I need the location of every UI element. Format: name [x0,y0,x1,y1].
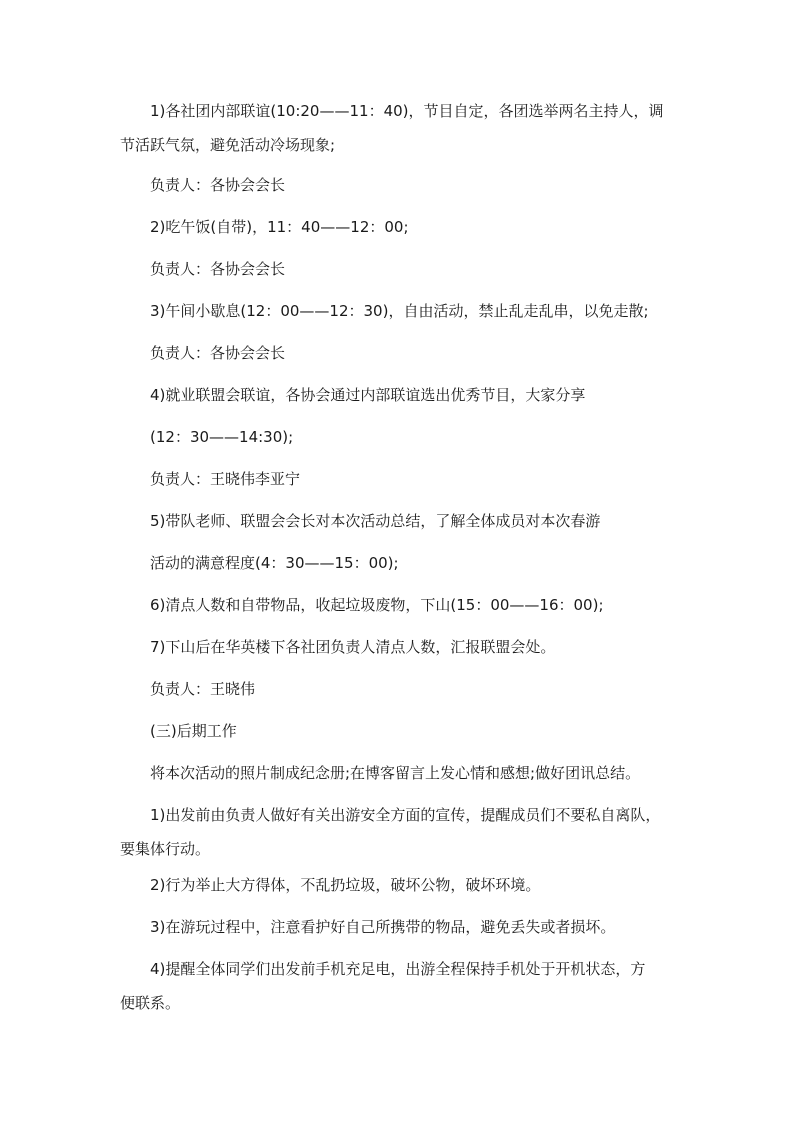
paragraph-responsible [120,462,680,496]
paragraph-alliance-social [120,378,680,412]
text-line: 负责人：王晓伟李亚宁 [150,470,301,488]
paragraph-behavior [120,868,680,902]
paragraph-summary-time [120,546,680,580]
paragraph-alliance-time [120,420,680,454]
text-line: 负责人：王晓伟 [150,680,256,698]
text-line: 2)行为举止大方得体，不乱扔垃圾，破坏公物，破坏环境。 [150,876,541,894]
text-line: 5)带队老师、联盟会会长对本次活动总结，了解全体成员对本次春游 [150,512,601,530]
text-line: 负责人：各协会会长 [150,176,286,194]
text-line: 1)出发前由负责人做好有关出游安全方面的宣传，提醒成员们不要私自离队， [150,806,661,824]
paragraph-summary [120,504,680,538]
text-line: 节活跃气氛，避免活动冷场现象; [120,136,336,154]
paragraph-responsible [120,672,680,706]
paragraph-cleanup [120,588,680,622]
text-line: 便联系。 [120,994,181,1012]
section-heading [120,714,680,748]
text-line: 1)各社团内部联谊(10:20——11：40)，节目自定，各团选举两名主持人，调 [150,102,664,120]
text-line: 4)就业联盟会联谊，各协会通过内部联谊选出优秀节目，大家分享 [150,386,586,404]
text-line: 3)午间小歇息(12：00——12：30)，自由活动，禁止乱走乱串，以免走散; [150,302,649,320]
paragraph-phone [120,952,680,1020]
paragraph-post-work [120,756,680,790]
paragraph-responsible [120,168,680,202]
text-line: (12：30——14:30); [150,428,294,446]
text-line: 负责人：各协会会长 [150,260,286,278]
text-line: 要集体行动。 [120,840,211,858]
paragraph-safety [120,798,680,866]
text-line: 7)下山后在华英楼下各社团负责人清点人数，汇报联盟会处。 [150,638,556,656]
text-line: 将本次活动的照片制成纪念册;在博客留言上发心情和感想;做好团讯总结。 [150,764,641,782]
text-line: 2)吃午饭(自带)，11：40——12：00; [150,218,409,236]
text-line: 负责人：各协会会长 [150,344,286,362]
text-line: 4)提醒全体同学们出发前手机充足电，出游全程保持手机处于开机状态，方 [150,960,646,978]
paragraph-lunch [120,210,680,244]
text-line: (三)后期工作 [150,722,237,740]
text-line: 6)清点人数和自带物品，收起垃圾废物，下山(15：00——16：00); [150,596,604,614]
paragraph-responsible [120,252,680,286]
paragraph-rest [120,294,680,328]
text-line: 3)在游玩过程中，注意看护好自己所携带的物品，避免丢失或者损坏。 [150,918,616,936]
paragraph-responsible [120,336,680,370]
paragraph-club-social [120,94,680,162]
paragraph-belongings [120,910,680,944]
paragraph-headcount [120,630,680,664]
text-line: 活动的满意程度(4：30——15：00); [150,554,399,572]
